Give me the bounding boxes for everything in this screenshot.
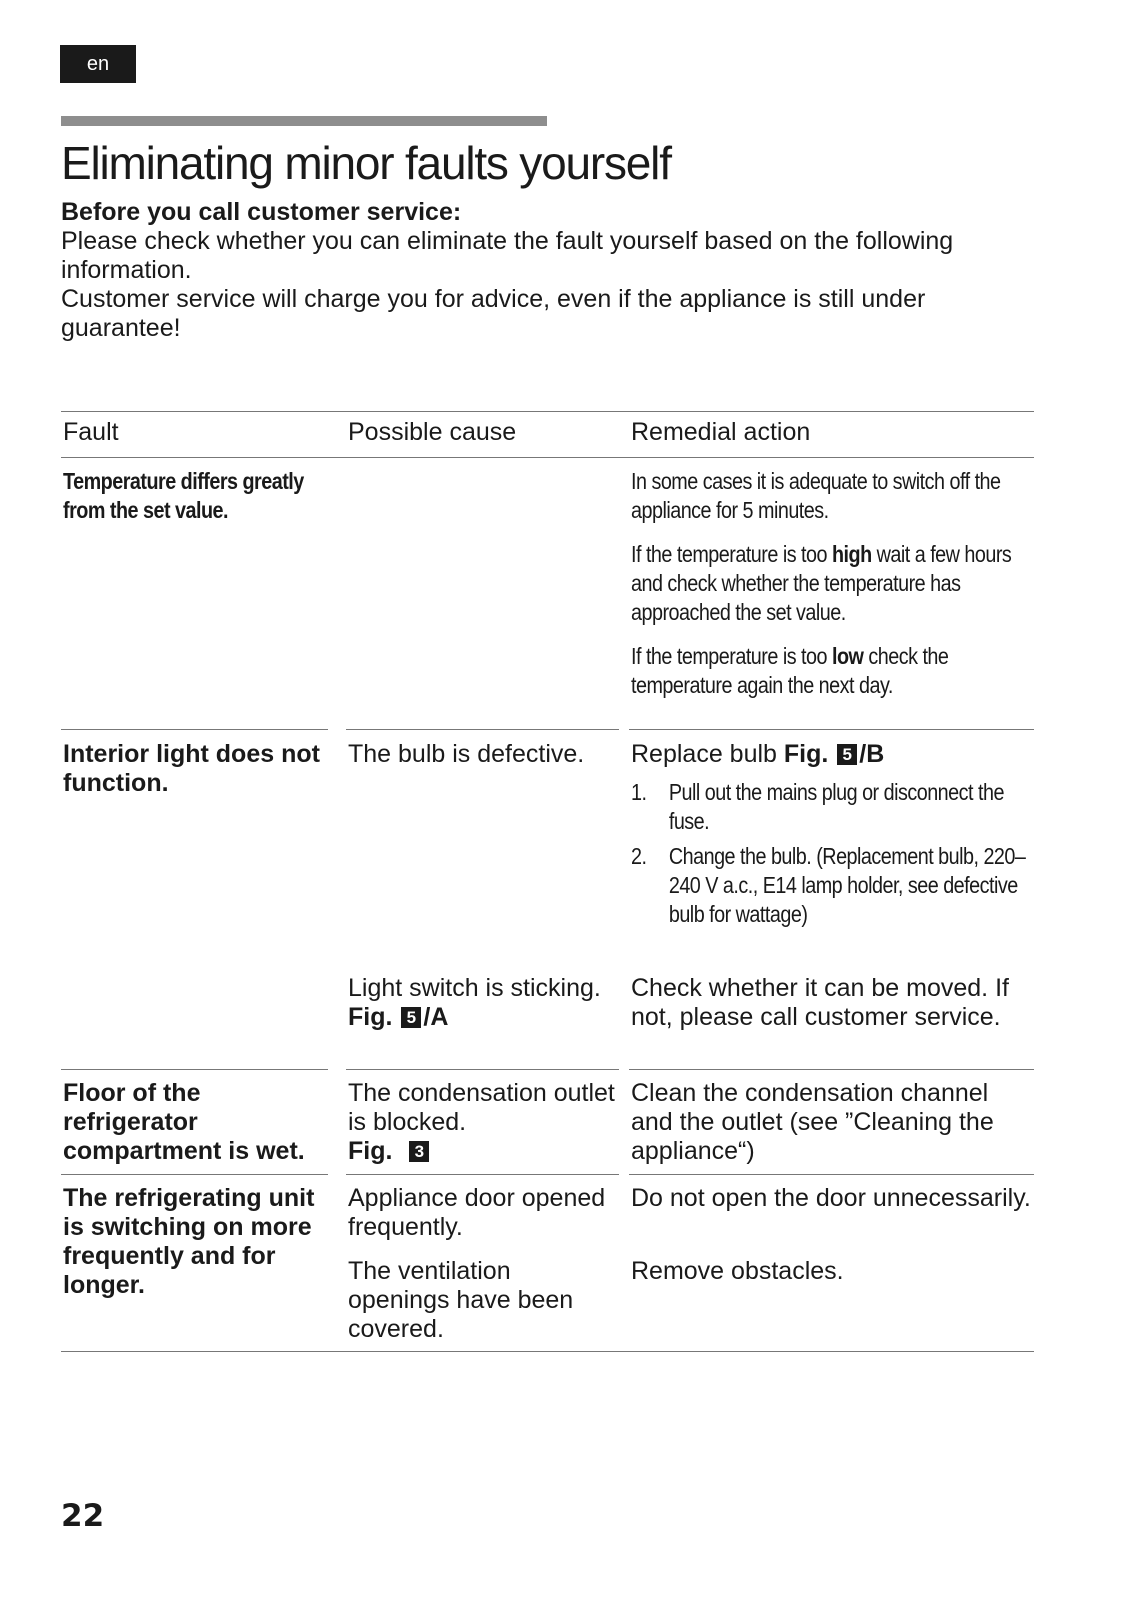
table-header: [61, 411, 1034, 458]
text: Replace bulb: [631, 740, 784, 768]
action-cell: Do not open the door unnecessarily.: [631, 1184, 1031, 1212]
page-number: 22: [61, 1498, 105, 1534]
action-cell: Remove obstacles.: [631, 1257, 844, 1285]
text: check the temperature again the next day.: [631, 643, 949, 698]
table-row: [61, 730, 1034, 1070]
fig-suffix: /A: [423, 1003, 449, 1031]
list-item: [631, 842, 1035, 929]
cause-cell: The ventilation openings have been covered.: [348, 1257, 574, 1343]
intro-heading: Before you call customer service:: [61, 198, 462, 226]
action-paragraph: In some cases it is adequate to switch off the appliance for 5 minutes.: [631, 468, 1001, 523]
step-text: Pull out the mains plug or disconnect the fuse.: [668, 779, 1004, 834]
list-item: [631, 778, 1035, 836]
cause-cell: Appliance door opened frequently.: [348, 1184, 606, 1241]
fault-table: [61, 411, 1034, 1352]
table-row: [61, 1175, 1034, 1352]
step-text: Change the bulb. (Replacement bulb, 220–240 V a.c., E14 lamp holder, see defective bulb for wattage): [668, 843, 1026, 927]
emphasis: high: [831, 541, 872, 567]
action-steps: [631, 778, 1035, 935]
step-number: 2.: [631, 843, 647, 869]
header-action: Remedial action: [631, 418, 811, 446]
action-cell: Clean the condensation channel and the outlet (see ”Cleaning the appliance“): [631, 1079, 994, 1165]
text: The condensation outlet is blocked.: [348, 1079, 615, 1136]
title-rule: [61, 116, 547, 126]
text: Light switch is sticking.: [348, 974, 601, 1002]
action-cell: [631, 740, 1031, 769]
action-cell: Check whether it can be moved. If not, please call customer service.: [631, 974, 1009, 1031]
action-paragraph: [631, 642, 1035, 700]
step-number: 1.: [631, 779, 647, 805]
text: wait a few hours and check whether the temperature has approached the set value.: [631, 541, 1012, 625]
header-fault: Fault: [63, 418, 119, 446]
intro-paragraph-2: Customer service will charge you for advice, even if the appliance is still under guarantee!: [61, 285, 926, 342]
intro-section: [61, 198, 1031, 343]
intro-paragraph-1: Please check whether you can eliminate the fault yourself based on the following information.: [61, 227, 954, 284]
table-row: [61, 1070, 1034, 1175]
page-title: Eliminating minor faults yourself: [61, 137, 671, 189]
table-bottom-rule: [61, 1351, 1034, 1352]
fault-cell: Temperature differs greatly from the set value.: [63, 468, 304, 523]
fault-cell: Interior light does not function.: [63, 740, 320, 797]
fault-cell: Floor of the refrigerator compartment is wet.: [63, 1079, 305, 1165]
text: If the temperature is too: [631, 643, 832, 669]
table-row: [61, 458, 1034, 730]
figure-number-badge: 3: [409, 1141, 429, 1162]
text: If the temperature is too: [631, 541, 832, 567]
cause-cell: [348, 1079, 616, 1166]
fig-label: Fig.: [348, 1137, 393, 1165]
fig-label: Fig.: [783, 740, 829, 768]
cause-cell: The bulb is defective.: [348, 740, 585, 768]
header-cause: Possible cause: [348, 418, 517, 446]
action-paragraph: [631, 540, 1035, 627]
figure-number-badge: 5: [837, 744, 857, 765]
fault-cell: The refrigerating unit is switching on more frequently and for longer.: [63, 1184, 315, 1299]
figure-number-badge: 5: [401, 1007, 421, 1028]
fig-suffix: /B: [859, 740, 885, 768]
language-tag: en: [60, 45, 136, 83]
fig-label: Fig.: [348, 1003, 393, 1031]
cause-cell: [348, 974, 616, 1032]
emphasis: low: [831, 643, 864, 669]
action-cell: [631, 467, 1035, 715]
